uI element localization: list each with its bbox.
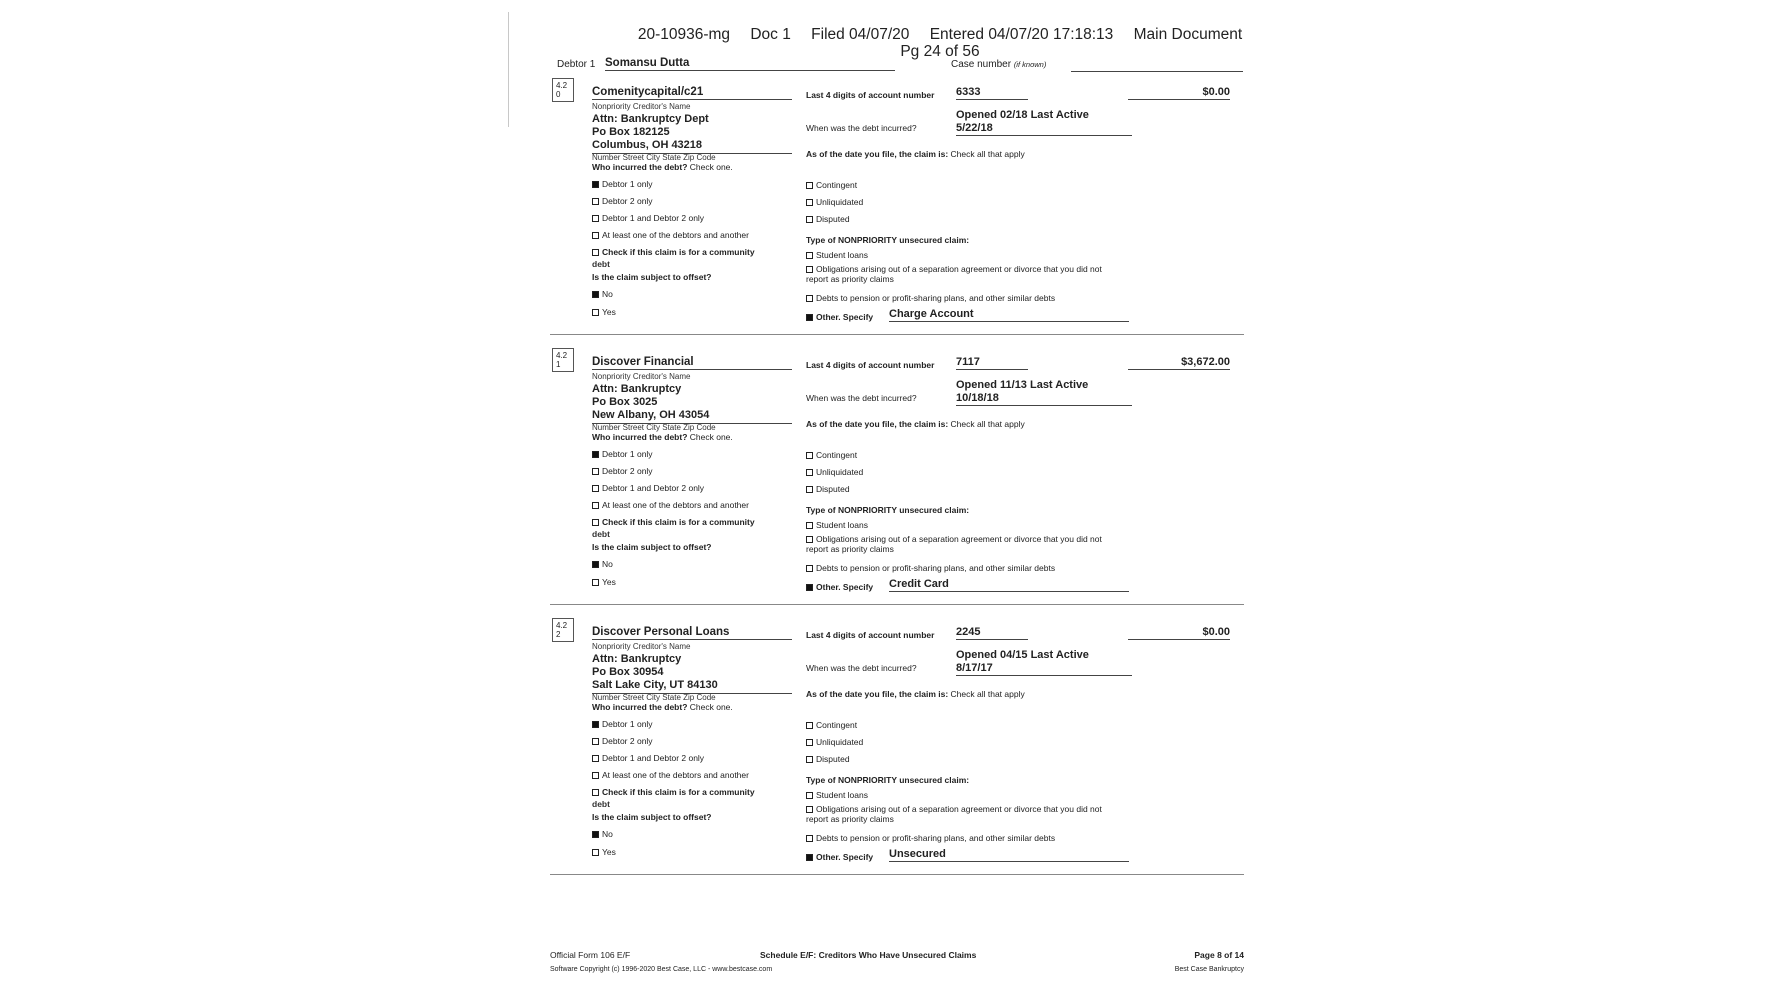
disputed-checkbox[interactable] <box>806 486 813 493</box>
option-label: No <box>602 559 613 569</box>
opened-line: Opened 04/15 Last Active <box>956 649 1089 661</box>
claim-amount: $0.00 <box>1128 626 1230 640</box>
option-label: At least one of the debtors and another <box>602 770 749 780</box>
pension-debts-checkbox[interactable] <box>806 295 813 302</box>
student-loans-checkbox[interactable] <box>806 792 813 799</box>
option-label: Obligations arising out of a separation agreement or divorce that you did not <box>816 264 1102 274</box>
creditor-claim <box>550 76 1244 338</box>
option-label: Disputed <box>816 214 850 224</box>
option-both <box>592 483 704 493</box>
option-label: No <box>602 289 613 299</box>
doc-number: Doc 1 <box>750 26 791 43</box>
creditor-name: Discover Financial <box>592 356 792 370</box>
option-label: Debtor 2 only <box>602 196 653 206</box>
student-loans-checkbox[interactable] <box>806 252 813 259</box>
option-debtor2 <box>592 736 653 746</box>
entered-date: Entered 04/07/20 17:18:13 <box>929 26 1114 43</box>
option-both <box>592 213 704 223</box>
option-obligations <box>806 804 1126 824</box>
last-active-date: 5/22/18 <box>956 122 993 134</box>
creditor-claim <box>550 346 1244 608</box>
option-debtor2 <box>592 196 653 206</box>
option-label: Debtor 2 only <box>602 466 653 476</box>
footer-page: Page 8 of 14 <box>1194 950 1244 960</box>
debtor-and-another-checkbox[interactable] <box>592 232 599 239</box>
offset-yes-checkbox[interactable] <box>592 579 599 586</box>
option-label: Student loans <box>816 520 868 530</box>
option-contingent <box>806 720 857 730</box>
pension-debts-checkbox[interactable] <box>806 835 813 842</box>
claim-status-label <box>806 149 1025 159</box>
option-label: Check if this claim is for a community <box>602 517 755 527</box>
option-offset-yes <box>592 847 616 857</box>
claim-divider <box>550 334 1244 335</box>
option-label: Check if this claim is for a community <box>602 787 755 797</box>
option-unliquidated <box>806 737 863 747</box>
community-debt-checkbox[interactable] <box>592 519 599 526</box>
offset-yes-checkbox[interactable] <box>592 309 599 316</box>
option-label: Yes <box>602 847 616 857</box>
option-label: Debts to pension or profit-sharing plans, and other similar debts <box>816 293 1056 303</box>
option-label: Debtor 2 only <box>602 736 653 746</box>
debtor2-checkbox[interactable] <box>592 468 599 475</box>
option-label: Obligations arising out of a separation agreement or divorce that you did not <box>816 534 1102 544</box>
claim-number: 4.2 1 <box>552 348 574 372</box>
option-label: Yes <box>602 577 616 587</box>
disputed-checkbox[interactable] <box>806 216 813 223</box>
option-label: Debtor 1 and Debtor 2 only <box>602 213 705 223</box>
address-line-1: Attn: Bankruptcy <box>592 653 682 665</box>
option-other <box>806 582 873 592</box>
debt-incurred-label: When was the debt incurred? <box>806 393 917 403</box>
creditor-address <box>592 653 792 694</box>
both-debtors-checkbox[interactable] <box>592 755 599 762</box>
option-obligations <box>806 264 1126 284</box>
case-number-label-text: Case number <box>951 59 1012 70</box>
street-label: Number Street City State Zip Code <box>592 693 716 702</box>
debtor2-checkbox[interactable] <box>592 198 599 205</box>
option-disputed <box>806 484 850 494</box>
other-specify-value: Credit Card <box>889 578 1129 592</box>
document-type: Main Document <box>1133 26 1243 43</box>
debt-incurred-value <box>956 379 1132 406</box>
contingent-checkbox[interactable] <box>806 182 813 189</box>
debtor-name: Somansu Dutta <box>605 57 895 71</box>
claim-number: 4.2 2 <box>552 618 574 642</box>
address-line-3: Columbus, OH 43218 <box>592 139 792 153</box>
unliquidated-checkbox[interactable] <box>806 739 813 746</box>
option-community <box>592 787 755 797</box>
unliquidated-checkbox[interactable] <box>806 469 813 476</box>
debtor2-checkbox[interactable] <box>592 738 599 745</box>
debt-incurred-value <box>956 649 1132 676</box>
who-question: Who incurred the debt? <box>592 162 688 172</box>
option-debtor1 <box>592 449 653 459</box>
claim-divider <box>550 874 1244 875</box>
both-debtors-checkbox[interactable] <box>592 215 599 222</box>
option-debtor1 <box>592 179 653 189</box>
claim-amount: $0.00 <box>1128 86 1230 100</box>
option-label: Other. Specify <box>816 312 874 322</box>
case-number-label <box>951 59 1046 70</box>
debt-incurred-label: When was the debt incurred? <box>806 123 917 133</box>
debt-incurred-label: When was the debt incurred? <box>806 663 917 673</box>
option-obligations <box>806 534 1126 554</box>
debtor-label: Debtor 1 <box>557 59 596 70</box>
creditor-address <box>592 383 792 424</box>
option-label-cont: report as priority claims <box>806 544 894 554</box>
option-label: Yes <box>602 307 616 317</box>
other-checkbox[interactable] <box>806 854 813 861</box>
option-label: Debtor 1 only <box>602 179 653 189</box>
option-debtor2 <box>592 466 653 476</box>
claim-type-label: Type of NONPRIORITY unsecured claim: <box>806 505 970 515</box>
creditor-name-label: Nonpriority Creditor's Name <box>592 372 691 381</box>
creditor-name-label: Nonpriority Creditor's Name <box>592 642 691 651</box>
address-line-2: Po Box 30954 <box>592 666 664 679</box>
option-label: Debtor 1 and Debtor 2 only <box>602 483 705 493</box>
address-line-2: Po Box 3025 <box>592 396 658 409</box>
claim-type-label: Type of NONPRIORITY unsecured claim: <box>806 235 970 245</box>
filed-date: Filed 04/07/20 <box>811 26 910 43</box>
page-count: Pg 24 of 56 <box>900 43 980 60</box>
creditor-name-label: Nonpriority Creditor's Name <box>592 102 691 111</box>
option-both <box>592 753 704 763</box>
option-another <box>592 230 749 240</box>
page-edge-line <box>508 12 509 127</box>
claim-type-label: Type of NONPRIORITY unsecured claim: <box>806 775 970 785</box>
opened-line: Opened 11/13 Last Active <box>956 379 1089 391</box>
debtor-and-another-checkbox[interactable] <box>592 502 599 509</box>
claim-number: 4.2 0 <box>552 78 574 102</box>
pension-debts-checkbox[interactable] <box>806 565 813 572</box>
debt-label: debt <box>592 799 610 809</box>
option-contingent <box>806 180 857 190</box>
debtor1-checkbox[interactable] <box>592 181 599 188</box>
who-incurred-label <box>592 432 733 442</box>
debtor-and-another-checkbox[interactable] <box>592 772 599 779</box>
debtor-line <box>557 57 1245 73</box>
who-question: Who incurred the debt? <box>592 702 688 712</box>
contingent-checkbox[interactable] <box>806 722 813 729</box>
option-label: Unliquidated <box>816 197 864 207</box>
option-contingent <box>806 450 857 460</box>
opened-line: Opened 02/18 Last Active <box>956 109 1089 121</box>
footer-schedule: Schedule E/F: Creditors Who Have Unsecured Claims <box>760 950 977 960</box>
option-label: At least one of the debtors and another <box>602 230 749 240</box>
both-debtors-checkbox[interactable] <box>592 485 599 492</box>
other-checkbox[interactable] <box>806 584 813 591</box>
option-student-loans <box>806 250 868 260</box>
case-number-field <box>1071 57 1243 72</box>
option-pension <box>806 293 1055 303</box>
offset-question: Is the claim subject to offset? <box>592 812 712 822</box>
footer-copyright: Software Copyright (c) 1996-2020 Best Case, LLC - www.bestcase.com <box>550 966 773 973</box>
offset-question: Is the claim subject to offset? <box>592 542 712 552</box>
claim-divider <box>550 604 1244 605</box>
option-offset-yes <box>592 307 616 317</box>
option-label-cont: report as priority claims <box>806 814 894 824</box>
obligations-checkbox[interactable] <box>806 536 813 543</box>
asof-question: As of the date you file, the claim is: <box>806 419 949 429</box>
option-label-cont: report as priority claims <box>806 274 894 284</box>
debtor1-checkbox[interactable] <box>592 721 599 728</box>
option-label: Debts to pension or profit-sharing plans, and other similar debts <box>816 563 1056 573</box>
other-specify-value: Unsecured <box>889 848 1129 862</box>
option-label: Unliquidated <box>816 737 864 747</box>
option-pension <box>806 833 1055 843</box>
debt-label: debt <box>592 529 610 539</box>
who-hint: Check one. <box>689 702 733 712</box>
offset-question: Is the claim subject to offset? <box>592 272 712 282</box>
asof-question: As of the date you file, the claim is: <box>806 689 949 699</box>
last-active-date: 10/18/18 <box>956 392 999 404</box>
option-offset-no <box>592 289 613 299</box>
option-student-loans <box>806 520 868 530</box>
street-label: Number Street City State Zip Code <box>592 153 716 162</box>
option-offset-no <box>592 559 613 569</box>
asof-question: As of the date you file, the claim is: <box>806 149 949 159</box>
account-number-value: 2245 <box>956 626 1028 640</box>
account-number-value: 6333 <box>956 86 1028 100</box>
other-specify-value: Charge Account <box>889 308 1129 322</box>
community-debt-checkbox[interactable] <box>592 249 599 256</box>
debt-label: debt <box>592 259 610 269</box>
student-loans-checkbox[interactable] <box>806 522 813 529</box>
option-disputed <box>806 214 850 224</box>
address-line-1: Attn: Bankruptcy <box>592 383 682 395</box>
account-number-label: Last 4 digits of account number <box>806 90 935 100</box>
footer-brand: Best Case Bankruptcy <box>1174 966 1244 973</box>
option-label: Unliquidated <box>816 467 864 477</box>
claim-status-label <box>806 419 1025 429</box>
asof-hint: Check all that apply <box>950 689 1025 699</box>
creditor-name: Comenitycapital/c21 <box>592 86 792 100</box>
option-label: At least one of the debtors and another <box>602 500 749 510</box>
option-label: Debts to pension or profit-sharing plans, and other similar debts <box>816 833 1056 843</box>
option-label: Contingent <box>816 720 858 730</box>
option-unliquidated <box>806 467 863 477</box>
asof-hint: Check all that apply <box>950 149 1025 159</box>
street-label: Number Street City State Zip Code <box>592 423 716 432</box>
option-label: Contingent <box>816 450 858 460</box>
option-community <box>592 517 755 527</box>
debtor1-checkbox[interactable] <box>592 451 599 458</box>
option-label: No <box>602 829 613 839</box>
contingent-checkbox[interactable] <box>806 452 813 459</box>
asof-hint: Check all that apply <box>950 419 1025 429</box>
case-number-hint: (if known) <box>1013 60 1047 69</box>
address-line-3: Salt Lake City, UT 84130 <box>592 679 792 693</box>
option-other <box>806 312 873 322</box>
creditor-name: Discover Personal Loans <box>592 626 792 640</box>
who-hint: Check one. <box>689 432 733 442</box>
claim-amount: $3,672.00 <box>1128 356 1230 370</box>
option-other <box>806 852 873 862</box>
option-debtor1 <box>592 719 653 729</box>
last-active-date: 8/17/17 <box>956 662 993 674</box>
account-number-label: Last 4 digits of account number <box>806 360 935 370</box>
option-community <box>592 247 755 257</box>
option-label: Debtor 1 only <box>602 449 653 459</box>
creditor-address <box>592 113 792 154</box>
claim-status-label <box>806 689 1025 699</box>
option-label: Disputed <box>816 754 850 764</box>
option-another <box>592 500 749 510</box>
option-unliquidated <box>806 197 863 207</box>
footer-form: Official Form 106 E/F <box>550 950 631 960</box>
unliquidated-checkbox[interactable] <box>806 199 813 206</box>
offset-no-checkbox[interactable] <box>592 561 599 568</box>
option-label: Disputed <box>816 484 850 494</box>
address-line-3: New Albany, OH 43054 <box>592 409 792 423</box>
option-label: Debtor 1 and Debtor 2 only <box>602 753 705 763</box>
obligations-checkbox[interactable] <box>806 266 813 273</box>
option-label: Debtor 1 only <box>602 719 653 729</box>
option-offset-yes <box>592 577 616 587</box>
who-hint: Check one. <box>689 162 733 172</box>
case-number: 20-10936-mg <box>637 26 731 43</box>
option-label: Obligations arising out of a separation agreement or divorce that you did not <box>816 804 1102 814</box>
who-incurred-label <box>592 162 733 172</box>
disputed-checkbox[interactable] <box>806 756 813 763</box>
offset-no-checkbox[interactable] <box>592 291 599 298</box>
option-offset-no <box>592 829 613 839</box>
who-incurred-label <box>592 702 733 712</box>
option-label: Student loans <box>816 250 868 260</box>
address-line-1: Attn: Bankruptcy Dept <box>592 113 709 125</box>
offset-yes-checkbox[interactable] <box>592 849 599 856</box>
account-number-value: 7117 <box>956 356 1028 370</box>
option-label: Check if this claim is for a community <box>602 247 755 257</box>
who-question: Who incurred the debt? <box>592 432 688 442</box>
address-line-2: Po Box 182125 <box>592 126 670 139</box>
option-label: Other. Specify <box>816 582 874 592</box>
option-label: Student loans <box>816 790 868 800</box>
obligations-checkbox[interactable] <box>806 806 813 813</box>
offset-no-checkbox[interactable] <box>592 831 599 838</box>
creditor-claim <box>550 616 1244 878</box>
option-label: Other. Specify <box>816 852 874 862</box>
option-disputed <box>806 754 850 764</box>
community-debt-checkbox[interactable] <box>592 789 599 796</box>
option-student-loans <box>806 790 868 800</box>
court-header <box>560 26 1320 60</box>
option-another <box>592 770 749 780</box>
other-checkbox[interactable] <box>806 314 813 321</box>
account-number-label: Last 4 digits of account number <box>806 630 935 640</box>
option-label: Contingent <box>816 180 858 190</box>
option-pension <box>806 563 1055 573</box>
debt-incurred-value <box>956 109 1132 136</box>
